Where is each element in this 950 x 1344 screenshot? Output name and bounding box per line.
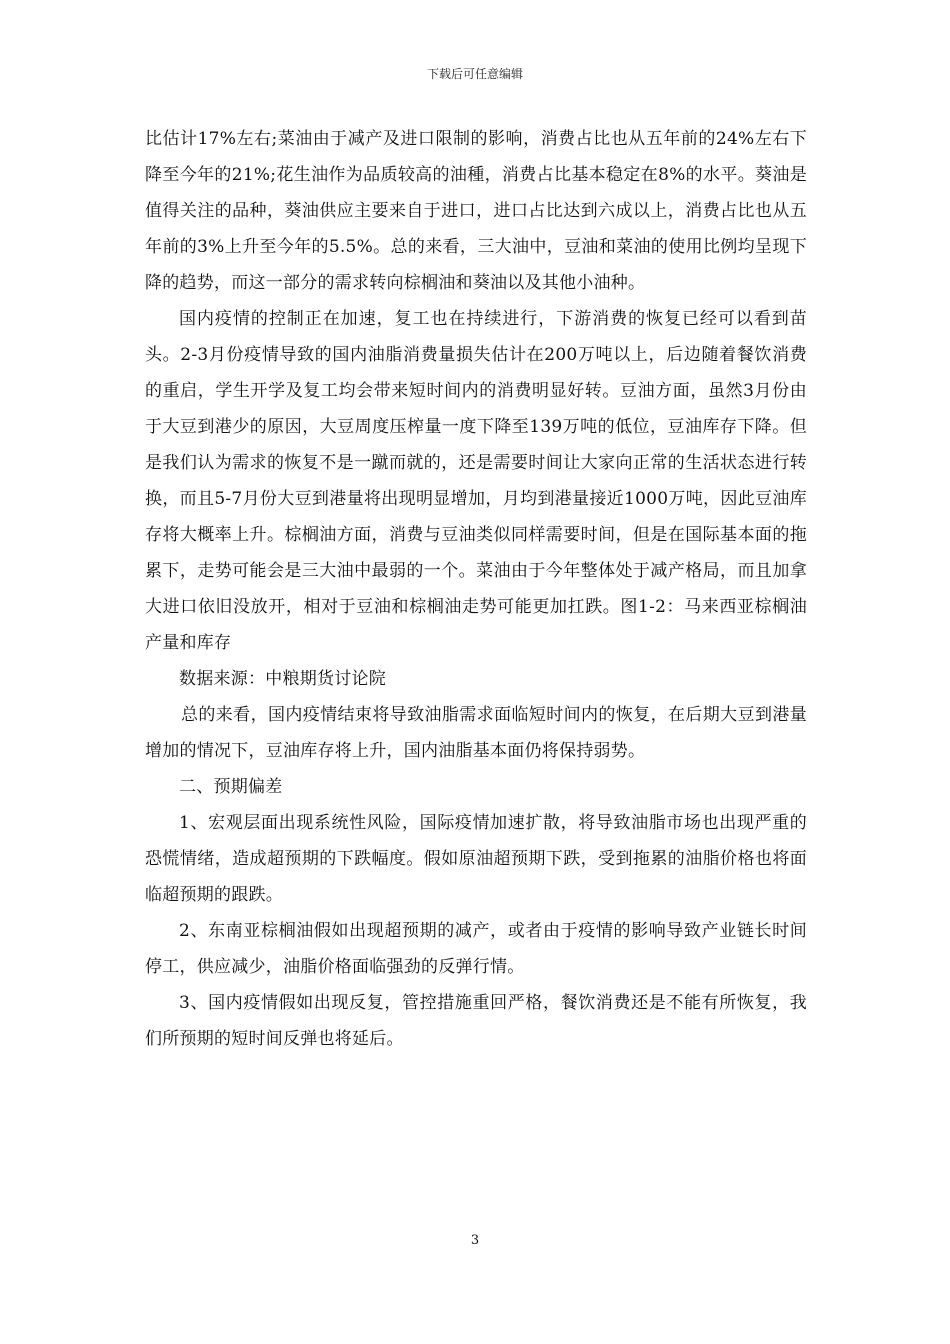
paragraph-risk-palm-oil: 2、东南亚棕榈油假如出现超预期的减产，或者由于疫情的影响导致产业链长时间停工，供应减少，油脂价格面临强劲的反弹行情。 <box>145 921 807 977</box>
section-heading-expectation-deviation: 二、预期偏差 <box>179 777 283 797</box>
page-number: 3 <box>470 1233 480 1248</box>
document-body <box>145 121 807 1057</box>
page-header: 下载后可任意编辑 <box>426 67 523 81</box>
paragraph-risk-macro: 1、宏观层面出现系统性风险，国际疫情加速扩散，将导致油脂市场也出现严重的恐慌情绪，造成超预期的下跌幅度。假如原油超预期下跌，受到拖累的油脂价格也将面临超预期的跟跌。 <box>145 813 807 905</box>
paragraph-data-source: 数据来源：中粮期货讨论院 <box>179 669 386 689</box>
paragraph-summary: 总的来看，国内疫情结束将导致油脂需求面临短时间内的恢复，在后期大豆到港量增加的情况下，豆油库存将上升，国内油脂基本面仍将保持弱势。 <box>145 705 807 761</box>
paragraph-risk-epidemic: 3、国内疫情假如出现反复，管控措施重回严格，餐饮消费还是不能有所恢复，我们所预期的短时间反弹也将延后。 <box>145 993 807 1049</box>
paragraph-domestic-recovery: 国内疫情的控制正在加速，复工也在持续进行，下游消费的恢复已经可以看到苗头。2-3月份疫情导致的国内油脂消费量损失估计在200万吨以上，后边随着餐饮消费的重启，学生开学及复工均会带来短时间内的消费明显好转。豆油方面，虽然3月份由于大豆到港少的原因，大豆周度压榨量一度下降至139万吨的低位，豆油库存下降。但是我们认为需求的恢复不是一蹴而就的，还是需要时间让大家向正常的生活状态进行转换，而且5-7月份大豆到港量将出现明显增加，月均到港量接近1000万吨，因此豆油库存将大概率上升。棕榈油方面，消费与豆油类似同样需要时间，但是在国际基本面的拖累下，走势可能会是三大油中最弱的一个。菜油由于今年整体处于减产格局，而且加拿大进口依旧没放开，相对于豆油和棕榈油走势可能更加扛跌。图1-2：马来西亚棕榈油产量和库存 <box>145 309 807 653</box>
paragraph-consumption-share: 比估计17%左右;菜油由于减产及进口限制的影响，消费占比也从五年前的24%左右下降至今年的21%;花生油作为品质较高的油種，消费占比基本稳定在8%的水平。葵油是值得关注的品种，葵油供应主要来自于进口，进口占比达到六成以上，消费占比也从五年前的3%上升至今年的5.5%。总的来看，三大油中，豆油和菜油的使用比例均呈现下降的趋势，而这一部分的需求转向棕榈油和葵油以及其他小油种。 <box>145 129 807 293</box>
